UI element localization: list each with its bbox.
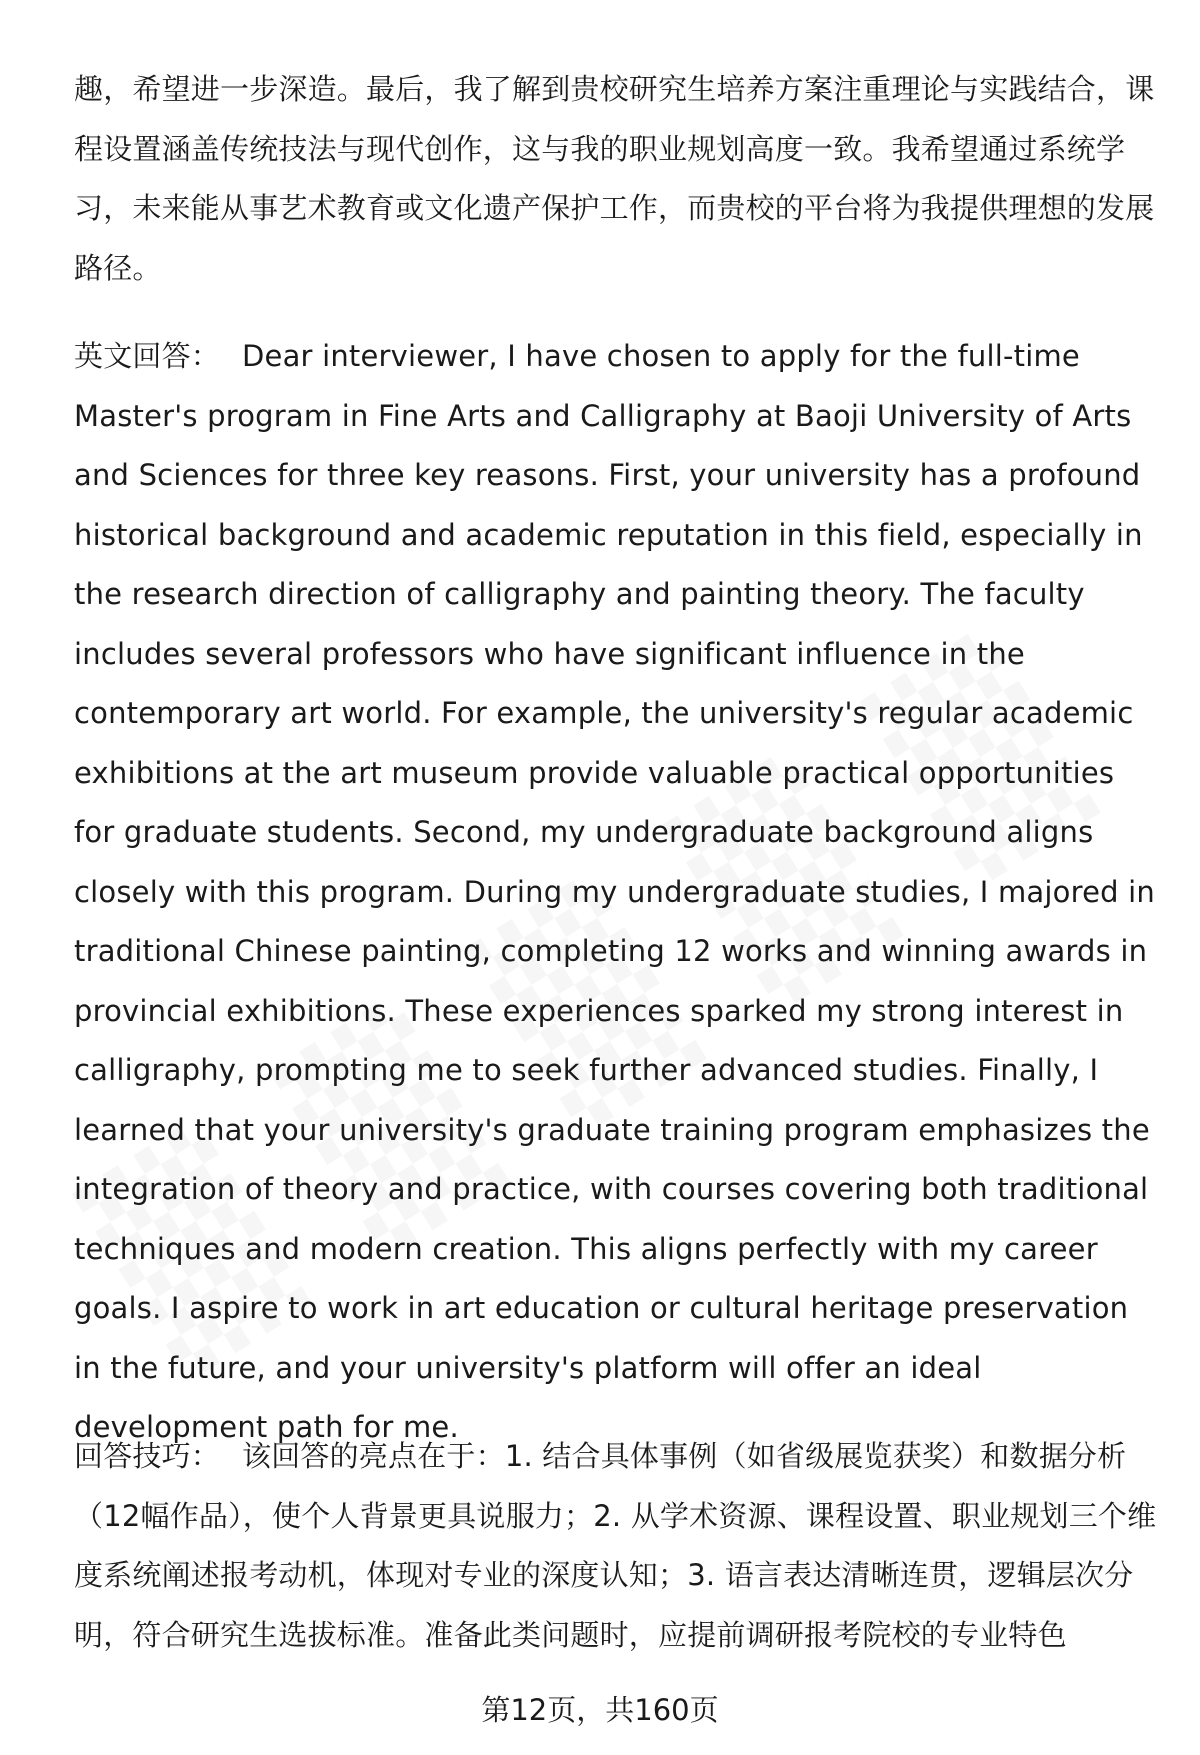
- english-answer-paragraph: [74, 327, 1159, 1458]
- chinese-answer-text: 趣，希望进一步深造。最后，我了解到贵校研究生培养方案注重理论与实践结合，课程设置涵盖传统技法与现代创作，这与我的职业规划高度一致。我希望通过系统学习，未来能从事艺术教育或文化遗产保护工作，而贵校的平台将为我提供理想的发展路径。: [74, 72, 1155, 285]
- answer-tips-label: 回答技巧：: [74, 1439, 221, 1473]
- english-answer-label: 英文回答：: [74, 339, 221, 373]
- chinese-answer-continuation: [74, 60, 1159, 298]
- page-number: 第12页，共160页: [481, 1693, 719, 1727]
- answer-tips-paragraph: [74, 1427, 1159, 1665]
- answer-tips-text: 该回答的亮点在于：1. 结合具体事例（如省级展览获奖）和数据分析（12幅作品），使个人背景更具说服力；2. 从学术资源、课程设置、职业规划三个维度系统阐述报考动机，体现对专业的深度认知；3. 语言表达清晰连贯，逻辑层次分明，符合研究生选拔标准。准备此类问题时，应提前调研报考院校的专业特色: [74, 1439, 1157, 1652]
- english-answer-text: Dear interviewer, I have chosen to apply for the full-time Master's program in Fine Arts and Calligraphy at Baoji University of Arts and Sciences for three key reasons. First, your university has a profound historical background and academic reputation in this field, especially in the research direction of calligraphy and painting theory. The faculty includes several professors who have significant influence in the contemporary art world. For example, the university's regular academic exhibitions at the art museum provide valuable practical opportunities for graduate students. Second, my undergraduate background aligns closely with this program. During my undergraduate studies, I majored in traditional Chinese painting, completing 12 works and winning awards in provincial exhibitions. These experiences sparked my strong interest in calligraphy, prompting me to seek further advanced studies. Finally, I learned that your university's graduate training program emphasizes the integration of theory and practice, with courses covering both traditional techniques and modern creation. This aligns perfectly with my career goals. I aspire to work in art education or cultural heritage preservation in the future, and your university's platform will offer an ideal development path for me.: [74, 339, 1155, 1444]
- page-footer: [0, 1690, 1200, 1730]
